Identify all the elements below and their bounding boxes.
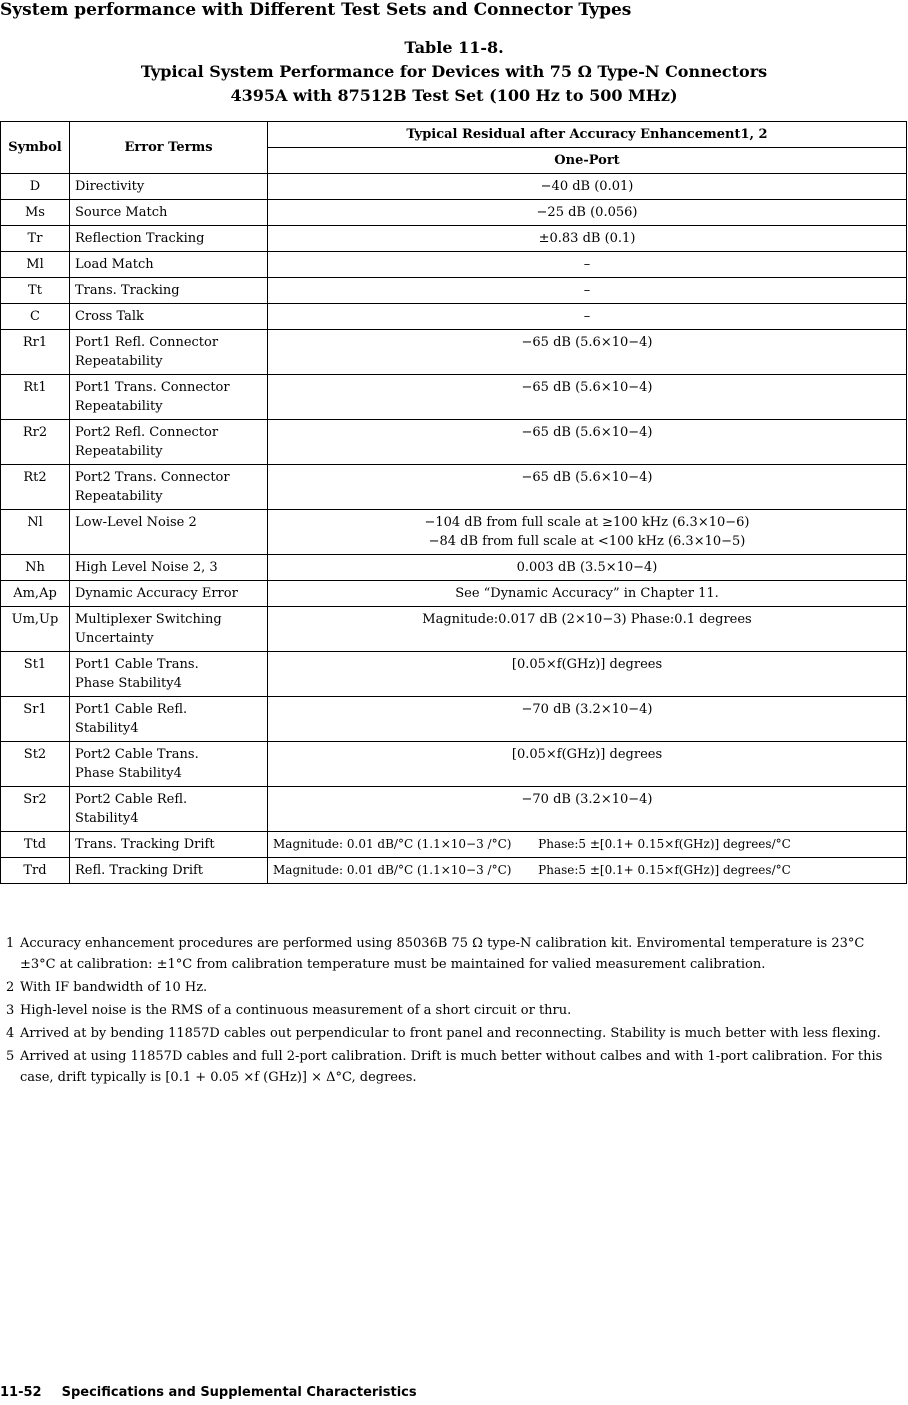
footnote — [6, 1046, 896, 1088]
row-symbol: Trd — [1, 858, 70, 884]
row-symbol: Nl — [1, 510, 70, 555]
performance-table — [0, 121, 907, 884]
table-row — [1, 375, 907, 420]
row-value: [0.05×f(GHz)] degrees — [268, 652, 907, 697]
table-row — [1, 278, 907, 304]
row-symbol: St1 — [1, 652, 70, 697]
row-term: Directivity — [70, 174, 268, 200]
row-symbol: Nh — [1, 555, 70, 581]
row-value: 0.003 dB (3.5×10−4) — [268, 555, 907, 581]
row-term: Trans. Tracking — [70, 278, 268, 304]
table-row — [1, 420, 907, 465]
row-value: Magnitude:0.017 dB (2×10−3) Phase:0.1 degrees — [268, 607, 907, 652]
row-term: Trans. Tracking Drift — [70, 832, 268, 858]
page-heading: System performance with Different Test Sets and Connector Types — [0, 0, 632, 20]
header-error-terms: Error Terms — [70, 122, 268, 174]
row-value: Magnitude: 0.01 dB/°C (1.1×10−3 /°C) Phase:5 ±[0.1+ 0.15×f(GHz)] degrees/°C — [268, 832, 907, 858]
row-term: Port2 Cable Refl. Stability4 — [70, 787, 268, 832]
row-term: Load Match — [70, 252, 268, 278]
row-term: Port1 Cable Trans. Phase Stability4 — [70, 652, 268, 697]
section-title: Specifications and Supplemental Characteristics — [61, 1385, 417, 1400]
row-term: Low-Level Noise 2 — [70, 510, 268, 555]
row-symbol: Sr2 — [1, 787, 70, 832]
footnote-number: 3 — [6, 1003, 15, 1018]
row-term: Source Match — [70, 200, 268, 226]
table-row — [1, 252, 907, 278]
table-row — [1, 697, 907, 742]
page-footer — [0, 1385, 417, 1400]
table-row — [1, 330, 907, 375]
row-value: ±0.83 dB (0.1) — [268, 226, 907, 252]
header-residual: Typical Residual after Accuracy Enhancement1, 2 — [268, 122, 907, 148]
table-caption-number: Table 11-8. — [404, 38, 504, 57]
footnote — [6, 933, 896, 975]
table-row — [1, 174, 907, 200]
row-term: Port1 Cable Refl. Stability4 — [70, 697, 268, 742]
footnote — [6, 1023, 896, 1044]
row-symbol: Sr1 — [1, 697, 70, 742]
row-value: −65 dB (5.6×10−4) — [268, 420, 907, 465]
footnote-number: 5 — [6, 1049, 15, 1064]
row-value: −65 dB (5.6×10−4) — [268, 465, 907, 510]
footnote-text: Accuracy enhancement procedures are performed using 85036B 75 Ω type-N calibration kit. Enviromental temperature is 23°C ±3°C at calibration: ±1°C from calibration temperature must be maintained for valied measurement calibration. — [20, 936, 865, 972]
table-row — [1, 304, 907, 330]
row-term: Port2 Trans. Connector Repeatability — [70, 465, 268, 510]
table-row — [1, 652, 907, 697]
row-symbol: Tt — [1, 278, 70, 304]
row-symbol: Um,Up — [1, 607, 70, 652]
table-row — [1, 200, 907, 226]
row-term: Port2 Refl. Connector Repeatability — [70, 420, 268, 465]
footnote — [6, 977, 896, 998]
row-symbol: Ms — [1, 200, 70, 226]
table-caption-subtitle: 4395A with 87512B Test Set (100 Hz to 500 MHz) — [230, 86, 678, 105]
row-symbol: Tr — [1, 226, 70, 252]
footnote-number: 4 — [6, 1026, 15, 1041]
row-value: See “Dynamic Accuracy” in Chapter 11. — [268, 581, 907, 607]
row-term: Refl. Tracking Drift — [70, 858, 268, 884]
row-value: – — [268, 252, 907, 278]
row-value: – — [268, 278, 907, 304]
table-row — [1, 510, 907, 555]
header-symbol: Symbol — [1, 122, 70, 174]
table-row — [1, 787, 907, 832]
row-term: Port1 Trans. Connector Repeatability — [70, 375, 268, 420]
row-term: Port2 Cable Trans. Phase Stability4 — [70, 742, 268, 787]
footnote-number: 1 — [6, 936, 15, 951]
row-symbol: Rr1 — [1, 330, 70, 375]
row-term: Port1 Refl. Connector Repeatability — [70, 330, 268, 375]
row-symbol: Rt1 — [1, 375, 70, 420]
footnote — [6, 1000, 896, 1021]
row-symbol: D — [1, 174, 70, 200]
row-value: −40 dB (0.01) — [268, 174, 907, 200]
header-one-port: One-Port — [268, 148, 907, 174]
row-value: Magnitude: 0.01 dB/°C (1.1×10−3 /°C) Phase:5 ±[0.1+ 0.15×f(GHz)] degrees/°C — [268, 858, 907, 884]
table-row — [1, 858, 907, 884]
row-symbol: Rr2 — [1, 420, 70, 465]
row-symbol: Ml — [1, 252, 70, 278]
footnote-number: 2 — [6, 980, 15, 995]
row-term: Cross Talk — [70, 304, 268, 330]
row-term: Dynamic Accuracy Error — [70, 581, 268, 607]
row-term: High Level Noise 2, 3 — [70, 555, 268, 581]
table-row — [1, 226, 907, 252]
table-row — [1, 555, 907, 581]
table-row — [1, 581, 907, 607]
page-number: 11-52 — [0, 1385, 42, 1400]
row-value: −70 dB (3.2×10−4) — [268, 787, 907, 832]
row-value: −65 dB (5.6×10−4) — [268, 330, 907, 375]
footnote-text: Arrived at using 11857D cables and full 2-port calibration. Drift is much better without calbes and with 1-port calibration. For this case, drift typically is [0.1 + 0.05 ×f (GHz)] × Δ°C, degrees. — [20, 1049, 883, 1085]
row-term: Reflection Tracking — [70, 226, 268, 252]
table-row — [1, 465, 907, 510]
row-value: −65 dB (5.6×10−4) — [268, 375, 907, 420]
table-row — [1, 742, 907, 787]
row-symbol: St2 — [1, 742, 70, 787]
row-value: [0.05×f(GHz)] degrees — [268, 742, 907, 787]
footnote-text: High-level noise is the RMS of a continuous measurement of a short circuit or thru. — [20, 1003, 572, 1018]
table-row — [1, 607, 907, 652]
row-symbol: C — [1, 304, 70, 330]
row-value: −104 dB from full scale at ≥100 kHz (6.3×10−6) −84 dB from full scale at <100 kHz (6.3×10−5) — [268, 510, 907, 555]
footnote-text: Arrived at by bending 11857D cables out perpendicular to front panel and reconnecting. Stability is much better with less flexing. — [20, 1026, 881, 1041]
table-row — [1, 832, 907, 858]
footnote-text: With IF bandwidth of 10 Hz. — [20, 980, 208, 995]
row-value: – — [268, 304, 907, 330]
row-value: −25 dB (0.056) — [268, 200, 907, 226]
row-value: −70 dB (3.2×10−4) — [268, 697, 907, 742]
row-symbol: Am,Ap — [1, 581, 70, 607]
row-term: Multiplexer Switching Uncertainty — [70, 607, 268, 652]
table-caption-title: Typical System Performance for Devices with 75 Ω Type-N Connectors — [140, 62, 768, 81]
footnotes — [6, 933, 896, 1090]
row-symbol: Ttd — [1, 832, 70, 858]
row-symbol: Rt2 — [1, 465, 70, 510]
